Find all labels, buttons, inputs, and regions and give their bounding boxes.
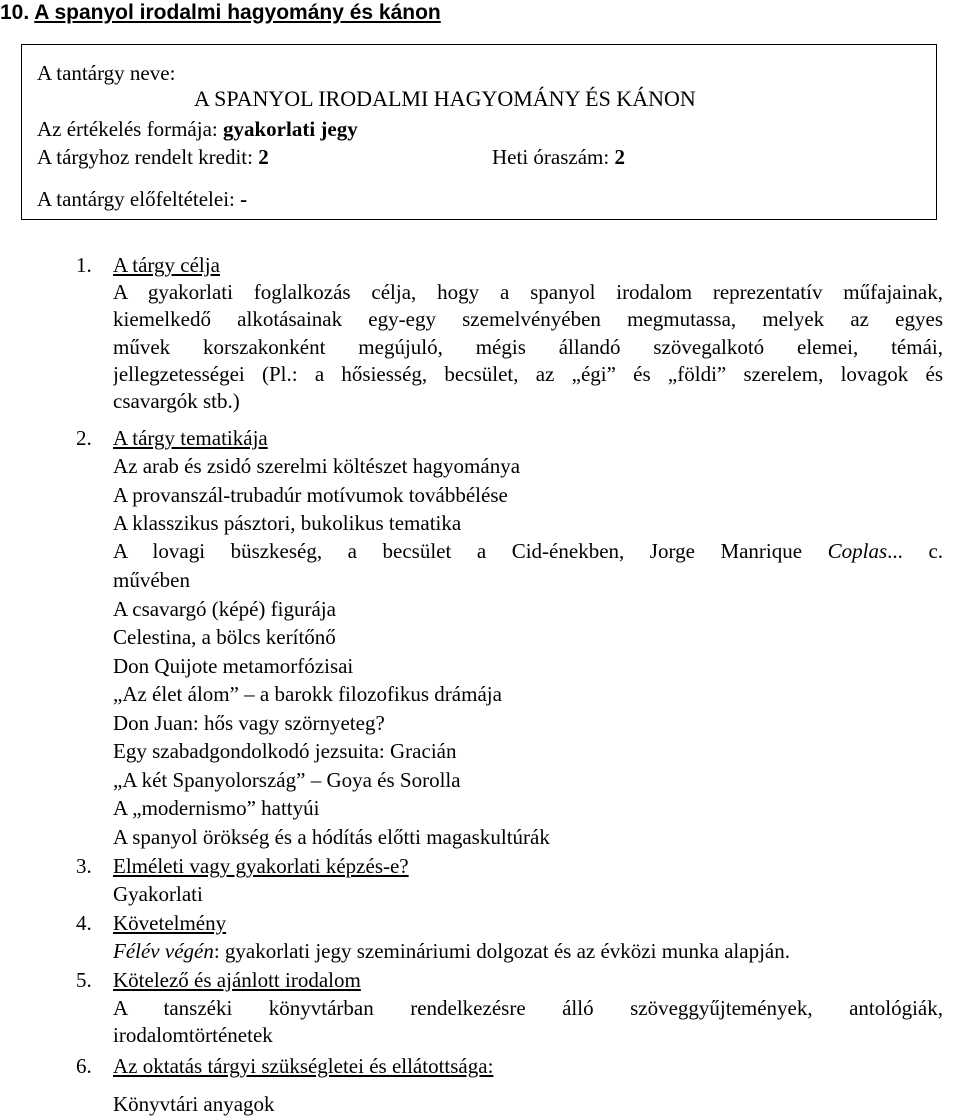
topic-item: Az arab és zsidó szerelmi költészet hagyománya bbox=[113, 454, 521, 478]
section-3-number: 3. bbox=[76, 854, 92, 878]
section-6-body: Könyvtári anyagok bbox=[113, 1092, 275, 1116]
credit-label: A tárgyhoz rendelt kredit: bbox=[37, 145, 253, 169]
topic-item: Don Juan: hős vagy szörnyeteg? bbox=[113, 711, 385, 735]
coplas-title: Coplas bbox=[827, 539, 888, 563]
section-3-body: Gyakorlati bbox=[113, 882, 203, 906]
subject-name: A SPANYOL IRODALMI HAGYOMÁNY ÉS KÁNON bbox=[194, 86, 696, 111]
hours-row bbox=[492, 144, 625, 170]
section-5-body bbox=[113, 995, 943, 1050]
topic-item: Egy szabadgondolkodó jezsuita: Gracián bbox=[113, 739, 457, 763]
section-heading bbox=[0, 0, 441, 26]
topic-item: A csavargó (képé) figurája bbox=[113, 597, 336, 621]
prereq-value: - bbox=[240, 187, 248, 211]
section-1-body bbox=[113, 279, 943, 415]
prereq-row bbox=[37, 186, 247, 212]
topic-item: „A két Spanyolország” – Goya és Sorolla bbox=[113, 768, 461, 792]
section-2-title: A tárgy tematikája bbox=[113, 426, 268, 450]
assessment-label: Az értékelés formája: bbox=[37, 117, 218, 141]
section-4-body-italic: Félév végén bbox=[113, 939, 214, 963]
section-1-title: A tárgy célja bbox=[113, 253, 220, 277]
topic-item: A klasszikus pásztori, bukolikus tematika bbox=[113, 511, 462, 535]
hours-label: Heti óraszám: bbox=[492, 145, 610, 169]
section-4-body-text: : gyakorlati jegy szemináriumi dolgozat és az évközi munka alapján. bbox=[213, 939, 790, 963]
topic-item-line: művében bbox=[113, 568, 190, 592]
heading-title: A spanyol irodalmi hagyomány és kánon bbox=[34, 1, 441, 24]
section-1-line: A gyakorlati foglalkozás célja, hogy a spanyol irodalom reprezentatív műfajainak, bbox=[113, 280, 943, 304]
section-1-line: művek korszakonként megújuló, mégis állandó szövegalkotó elemei, témái, bbox=[113, 334, 943, 359]
assessment-value: gyakorlati jegy bbox=[223, 117, 358, 141]
section-3-title: Elméleti vagy gyakorlati képzés-e? bbox=[113, 854, 409, 878]
topic-item: „Az élet álom” – a barokk filozofikus drámája bbox=[113, 682, 502, 706]
section-4-body bbox=[113, 937, 790, 965]
subject-label: A tantárgy neve: bbox=[37, 61, 176, 85]
prereq-label: A tantárgy előfeltételei: bbox=[37, 187, 235, 211]
section-1-line: kiemelkedő alkotásainak egy-egy szemelvényében megmutassa, melyek az egyes bbox=[113, 307, 943, 332]
topic-item: A spanyol örökség és a hódítás előtti magaskultúrák bbox=[113, 825, 550, 849]
course-info-box bbox=[21, 44, 937, 220]
section-5-number: 5. bbox=[76, 968, 92, 992]
credit-row bbox=[37, 144, 269, 170]
section-5-line: irodalomtörténetek bbox=[113, 1023, 273, 1048]
topic-item: Celestina, a bölcs kerítőnő bbox=[113, 625, 336, 649]
section-1-number: 1. bbox=[76, 253, 92, 277]
topic-item: A „modernismo” hattyúi bbox=[113, 796, 320, 820]
topic-item-line: A lovagi büszkeség, a becsület a Cid-énekben, Jorge Manrique Coplas... c. bbox=[113, 539, 943, 563]
section-4-title: Követelmény bbox=[113, 911, 227, 935]
heading-number: 10. bbox=[0, 1, 30, 24]
section-1-line: csavargók stb.) bbox=[113, 389, 240, 414]
section-4-number: 4. bbox=[76, 911, 92, 935]
credit-value: 2 bbox=[258, 145, 269, 169]
section-5-line: A tanszéki könyvtárban rendelkezésre álló szöveggyűjtemények, antológiák, bbox=[113, 996, 943, 1020]
section-1-line: jellegzetességei (Pl.: a hősiesség, becsület, az „égi” és „földi” szerelem, lovagok és bbox=[113, 361, 943, 386]
section-6-title: Az oktatás tárgyi szükségletei és ellátottsága: bbox=[113, 1054, 494, 1078]
hours-value: 2 bbox=[614, 145, 625, 169]
topic-item-cid bbox=[113, 538, 943, 565]
topic-item: A provanszál-trubadúr motívumok továbbélése bbox=[113, 483, 508, 507]
assessment-row bbox=[37, 116, 358, 142]
section-2-number: 2. bbox=[76, 426, 92, 450]
section-5-title: Kötelező és ajánlott irodalom bbox=[113, 968, 361, 992]
topic-item: Don Quijote metamorfózisai bbox=[113, 654, 354, 678]
section-6-number: 6. bbox=[76, 1054, 92, 1078]
